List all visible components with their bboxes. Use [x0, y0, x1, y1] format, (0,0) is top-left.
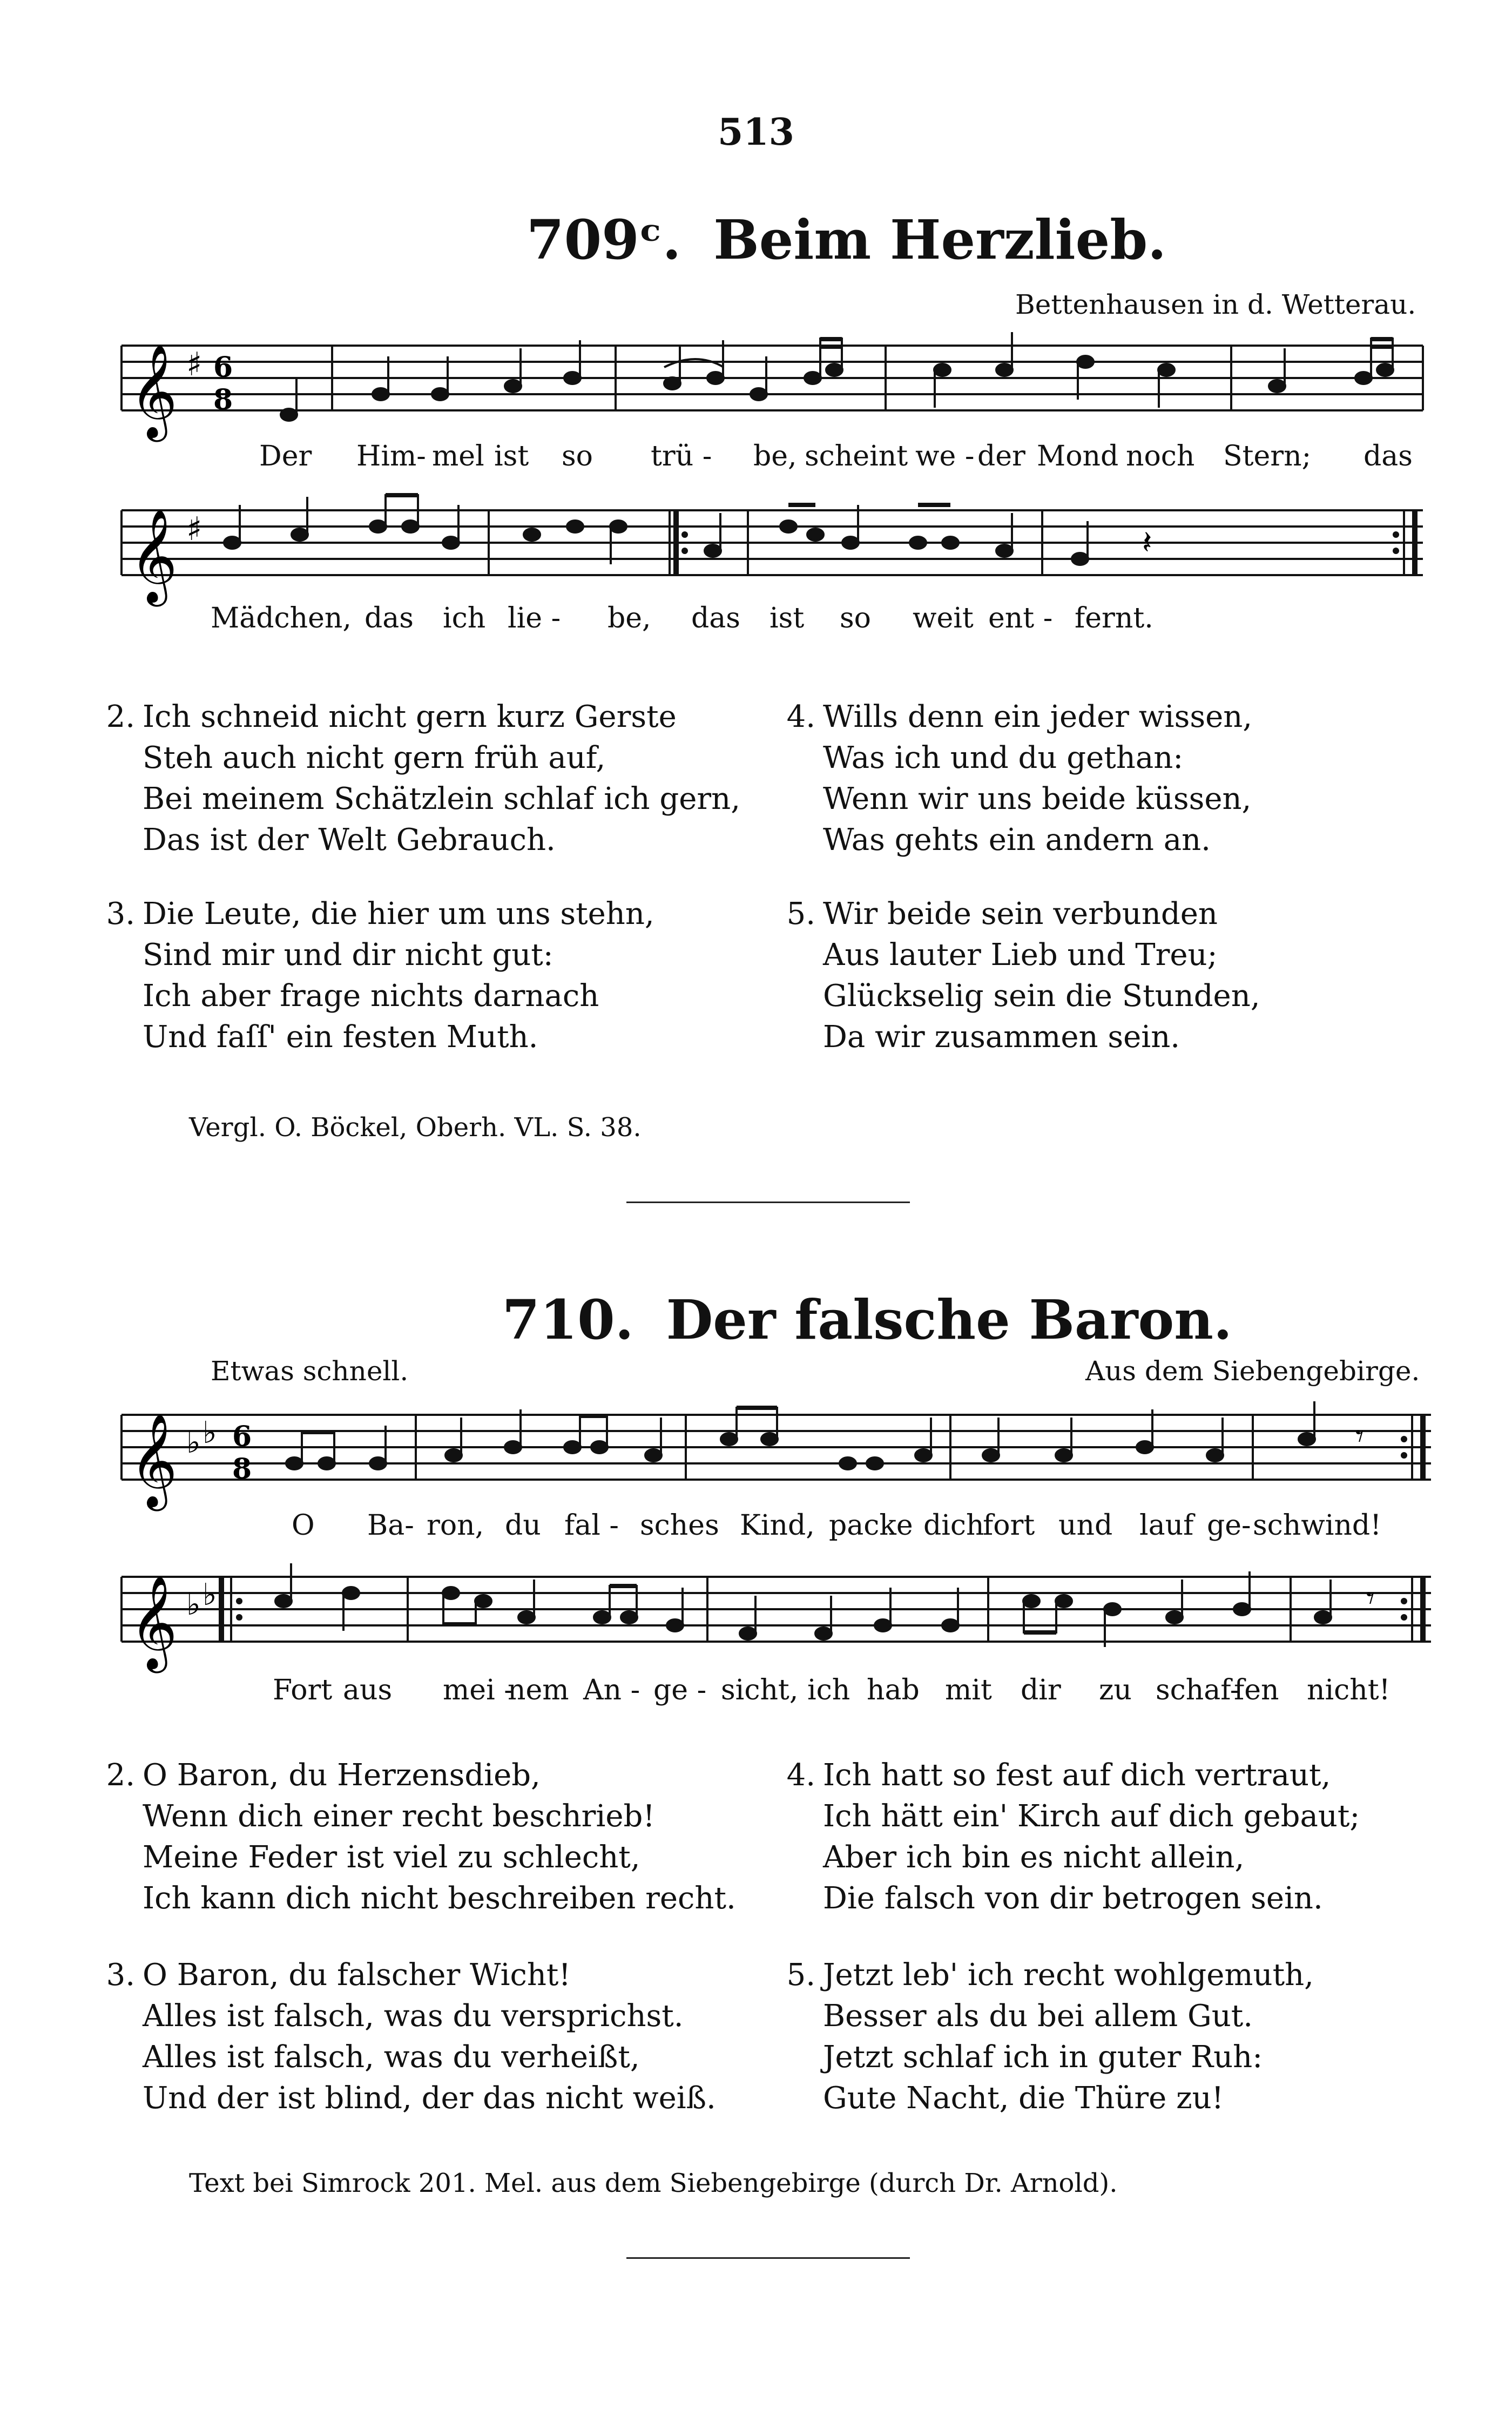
svg-text:𝄽: 𝄽	[1142, 524, 1152, 562]
svg-text:6: 6	[213, 351, 233, 384]
song-number: 709ᶜ.	[526, 208, 681, 272]
page-number: 513	[718, 111, 794, 154]
song-origin: Aus dem Siebengebirge.	[1085, 1355, 1420, 1387]
section-divider	[626, 1202, 910, 1203]
svg-text:8: 8	[232, 1453, 252, 1486]
music-staff-1	[0, 324, 1512, 443]
verse-5: 5. Jetzt leb' ich recht wohlgemuth, Besser als du bei allem Gut. Jetzt schlaf ich in guter Ruh: Gute Nacht, die Thüre zu!	[786, 1958, 1314, 2116]
svg-text:8: 8	[213, 383, 233, 416]
verse-5: 5. Wir beide sein verbunden Aus lauter Lieb und Treu; Glückselig sein die Stunden, Da wir zusammen sein.	[786, 896, 1260, 1055]
music-staff-3	[0, 1393, 1512, 1512]
svg-text:𝄞: 𝄞	[130, 1575, 178, 1669]
music-staff-4	[0, 1555, 1512, 1674]
song-title-text: Der falsche Baron.	[666, 1288, 1232, 1352]
section-divider	[626, 2257, 910, 2259]
song-title-text: Beim Herzlieb.	[713, 208, 1166, 272]
verse-4: 4. Ich hatt so fest auf dich vertraut, Ich hätt ein' Kirch auf dich gebaut; Aber ich bin es nicht allein, Die falsch von dir betrogen sein.	[786, 1758, 1360, 1916]
svg-text:♭: ♭	[186, 1587, 201, 1622]
tempo-marking: Etwas schnell.	[211, 1355, 409, 1387]
verse-3: 3. Die Leute, die hier um uns stehn, Sind mir und dir nicht gut: Ich aber frage nichts darnach Und faſſ' ein festen Muth.	[106, 896, 654, 1055]
lyrics-line-3: O Ba- ron, du fal - sches Kind, packe dich fort und lauf ge- schwind!	[292, 1509, 1382, 1542]
svg-text:𝄾: 𝄾	[1366, 1580, 1375, 1617]
svg-text:♭: ♭	[186, 1425, 201, 1460]
svg-text:𝄞: 𝄞	[130, 509, 178, 603]
lyrics-line-4: Fort aus mei - nem An - ge - sicht, ich hab mit dir zu schaf- fen nicht!	[273, 1674, 1390, 1706]
song-origin: Bettenhausen in d. Wetterau.	[1015, 289, 1416, 320]
svg-text:♭: ♭	[202, 1577, 217, 1612]
svg-text:6: 6	[232, 1420, 252, 1453]
verse-2: 2. O Baron, du Herzensdieb, Wenn dich einer recht beschrieb! Meine Feder ist viel zu schlecht, Ich kann dich nicht beschreiben recht.	[106, 1758, 736, 1916]
svg-text:♯: ♯	[186, 510, 202, 548]
song-title	[502, 1288, 1232, 1352]
song-title	[526, 208, 1166, 272]
source-reference: Vergl. O. Böckel, Oberh. VL. S. 38.	[189, 1112, 642, 1143]
music-staff-2	[0, 489, 1512, 608]
lyrics-line-2: Mädchen, das ich lie - be, das ist so weit ent - fernt.	[211, 602, 1153, 635]
svg-text:𝄾: 𝄾	[1355, 1418, 1364, 1455]
verse-3: 3. O Baron, du falscher Wicht! Alles ist falsch, was du versprichst. Alles ist falsch, was du verheißt, Und der ist blind, der das nicht weiß.	[106, 1958, 716, 2116]
song-number: 710.	[502, 1288, 634, 1352]
verse-2: 2. Ich schneid nicht gern kurz Gerste Steh auch nicht gern früh auf, Bei meinem Schätzlein schlaf ich gern, Das ist der Welt Gebrauch.	[106, 699, 741, 858]
source-reference: Text bei Simrock 201. Mel. aus dem Siebengebirge (durch Dr. Arnold).	[189, 2168, 1118, 2198]
svg-text:♯: ♯	[186, 346, 202, 383]
lyrics-line-1: Der Him- mel ist so trü - be, scheint we - der Mond noch Stern; das	[259, 440, 1413, 473]
verse-4: 4. Wills denn ein jeder wissen, Was ich und du gethan: Wenn wir uns beide küssen, Was gehts ein andern an.	[786, 699, 1253, 858]
svg-text:𝄞: 𝄞	[130, 1413, 178, 1507]
svg-text:♭: ♭	[202, 1415, 217, 1450]
svg-text:𝄞: 𝄞	[130, 344, 178, 438]
